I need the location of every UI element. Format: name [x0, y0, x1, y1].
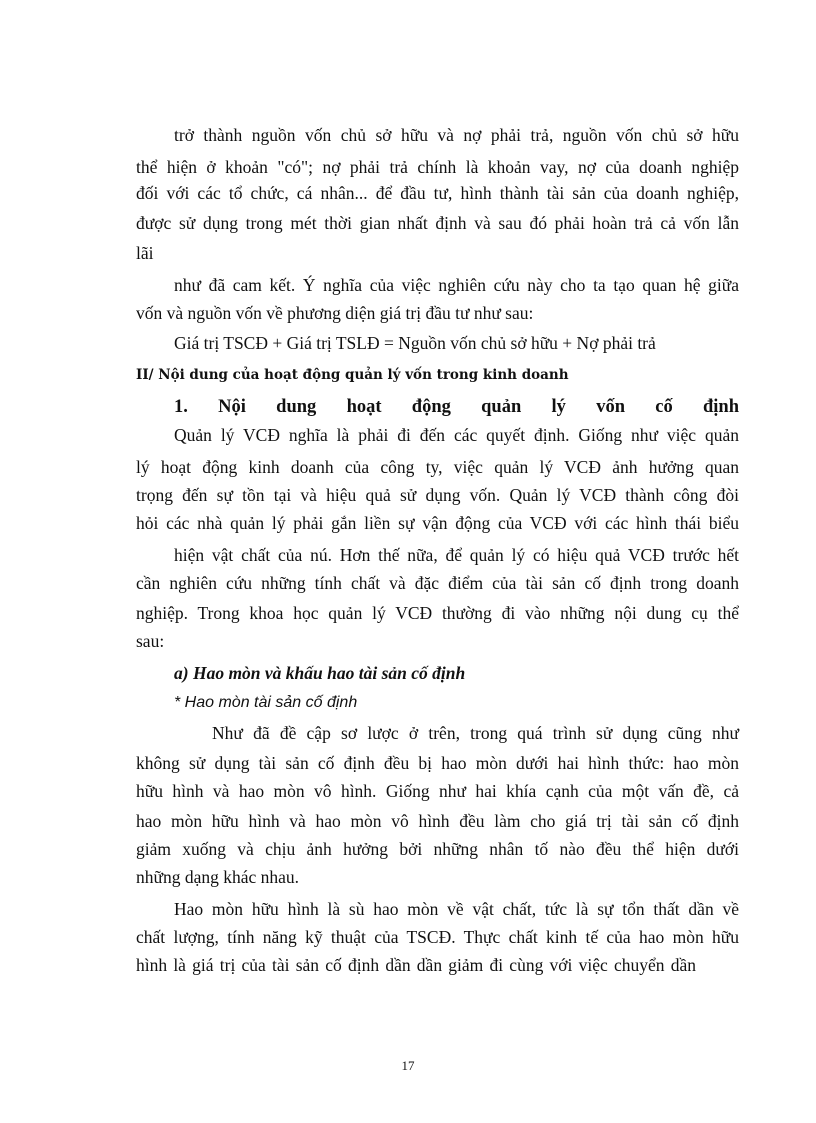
page-number: 17: [401, 1058, 415, 1073]
subsection-heading: 1. Nội dung hoạt động quản lý vốn cố định: [174, 397, 739, 417]
text-line: lãi: [136, 243, 154, 263]
text-line: Như đã đề cập sơ lược ở trên, trong quá trình sử dụng cũng như: [212, 723, 739, 743]
text-line: vốn và nguồn vốn về phương diện giá trị đầu tư như sau:: [136, 303, 534, 323]
text-line: nghiệp. Trong khoa học quản lý VCĐ thường đi vào những nội dung cụ thể: [136, 603, 739, 623]
text-line: hỏi các nhà quản lý phải gắn liền sự vận động của VCĐ với các hình thái biểu: [136, 513, 739, 533]
text-line: Hao mòn hữu hình là sù hao mòn về vật chất, tức là sự tổn thất dần về: [174, 899, 739, 919]
text-line: thể hiện ở khoản "có"; nợ phải trả chính là khoản vay, nợ của doanh nghiệp: [136, 157, 739, 177]
text-line: Quản lý VCĐ nghĩa là phải đi đến các quyết định. Giống như việc quản: [174, 425, 739, 445]
text-line: sau:: [136, 631, 165, 651]
text-line: trở thành nguồn vốn chủ sở hữu và nợ phải trả, nguồn vốn chủ sở hữu: [174, 125, 739, 145]
text-line: hiện vật chất của nú. Hơn thế nữa, để quản lý có hiệu quả VCĐ trước hết: [174, 545, 739, 565]
text-line: chất lượng, tính năng kỹ thuật của TSCĐ. Thực chất kinh tế của hao mòn hữu: [136, 927, 739, 947]
text-line: cần nghiên cứu những tính chất và đặc điểm của tài sản cố định trong doanh: [136, 573, 739, 593]
item-subheading: * Hao mòn tài sản cố định: [174, 694, 358, 711]
text-line: trọng đến sự tồn tại và hiệu quả sử dụng vốn. Quản lý VCĐ thành công đòi: [136, 485, 739, 505]
text-line: lý hoạt động kinh doanh của công ty, việc quản lý VCĐ ảnh hưởng quan: [136, 457, 739, 477]
text-line: đối với các tổ chức, cá nhân... để đầu tư, hình thành tài sản của doanh nghiệp,: [136, 183, 739, 203]
text-line: được sử dụng trong mét thời gian nhất định và sau đó phải hoàn trả cả vốn lẫn: [136, 213, 739, 233]
text-line: hữu hình và hao mòn vô hình. Giống như hai khía cạnh của một vấn đề, cả: [136, 781, 739, 801]
text-line: những dạng khác nhau.: [136, 867, 300, 887]
text-line: hình là giá trị của tài sản cố định dần dần giảm đi cùng với việc chuyển dần: [136, 955, 696, 975]
text-line: giảm xuống và chịu ảnh hưởng bởi những nhân tố nào đều thể hiện dưới: [136, 839, 739, 859]
item-heading: a) Hao mòn và khấu hao tài sản cố định: [174, 663, 466, 683]
formula-line: Giá trị TSCĐ + Giá trị TSLĐ = Nguồn vốn chủ sở hữu + Nợ phải trả: [174, 333, 656, 353]
text-line: không sử dụng tài sản cố định đều bị hao mòn dưới hai hình thức: hao mòn: [136, 753, 739, 773]
text-line: như đã cam kết. Ý nghĩa của việc nghiên cứu này cho ta tạo quan hệ giữa: [174, 275, 739, 295]
section-heading: II/ Nội dung của hoạt động quản lý vốn trong kinh doanh: [136, 367, 569, 383]
text-line: hao mòn hữu hình và hao mòn vô hình đều làm cho giá trị tài sản cố định: [136, 811, 739, 831]
